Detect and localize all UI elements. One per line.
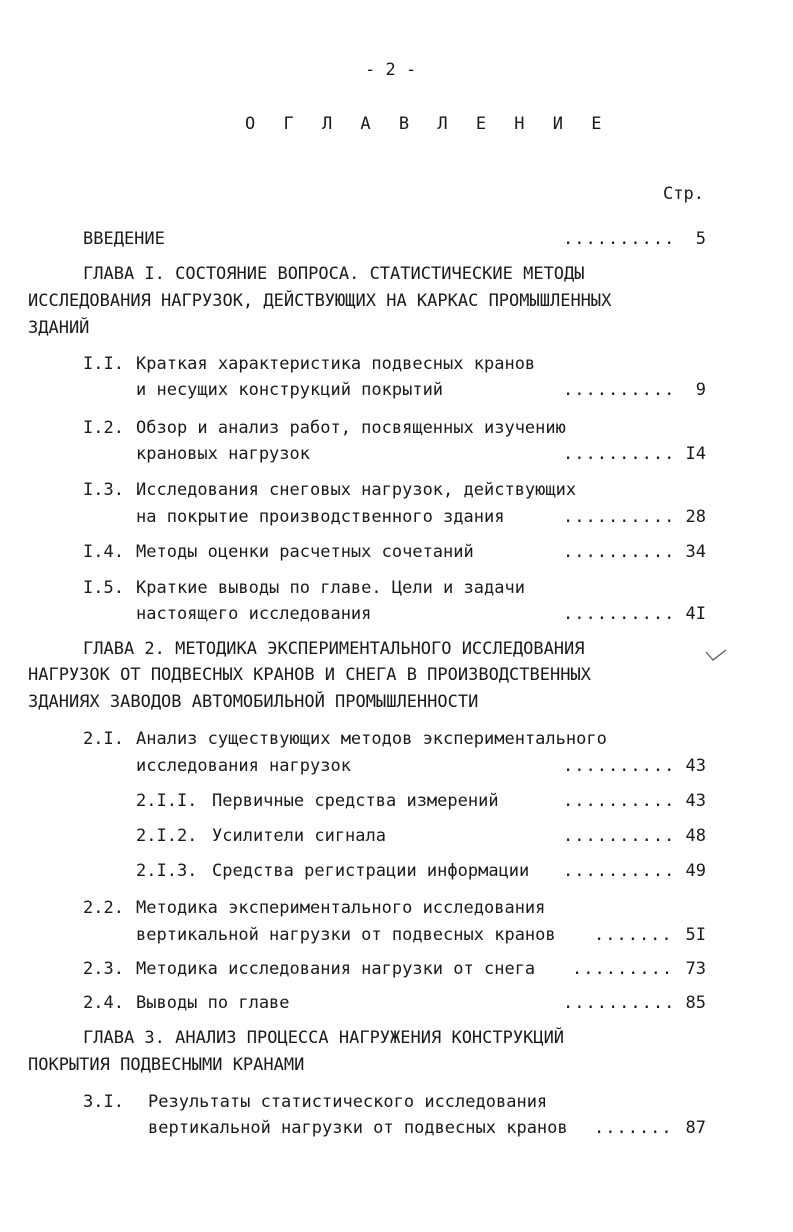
- toc-entry-number: 2.4.: [83, 993, 124, 1013]
- toc-entry-number: I.3.: [83, 480, 124, 500]
- toc-entry-title: Выводы по главе: [136, 993, 290, 1013]
- check-mark-icon: [704, 648, 728, 664]
- toc-subentry-page: 49: [685, 861, 706, 881]
- toc-subentry-title: Средства регистрации информации: [212, 861, 530, 881]
- toc-intro-dots: ..........: [563, 229, 676, 249]
- toc-entry-title: Методика исследования нагрузки от снега: [136, 959, 536, 979]
- toc-entry-title-cont: и несущих конструкций покрытий: [136, 380, 444, 400]
- chapter2-heading-line1: ГЛАВА 2. МЕТОДИКА ЭКСПЕРИМЕНТАЛЬНОГО ИССЛЕДОВАНИЯ: [83, 639, 585, 659]
- chapter2-heading-line3: ЗДАНИЯХ ЗАВОДОВ АВТОМОБИЛЬНОЙ ПРОМЫШЛЕННОСТИ: [28, 692, 479, 712]
- toc-entry-number: I.5.: [83, 578, 124, 598]
- toc-entry-page: I4: [685, 444, 706, 464]
- toc-entry-number: 2.3.: [83, 959, 124, 979]
- toc-entry-title: Результаты статистического исследования: [148, 1092, 548, 1112]
- toc-entry-page: 9: [695, 380, 706, 400]
- toc-entry-title: Анализ существующих методов экспериментального: [136, 729, 607, 749]
- toc-entry-page: 43: [685, 756, 706, 776]
- toc-entry-title-cont: исследования нагрузок: [136, 756, 351, 776]
- toc-subentry-number: 2.I.2.: [136, 826, 198, 846]
- chapter1-heading-line1: ГЛАВА I. СОСТОЯНИЕ ВОПРОСА. СТАТИСТИЧЕСКИЕ МЕТОДЫ: [83, 264, 585, 284]
- chapter2-heading-line2: НАГРУЗОК ОТ ПОДВЕСНЫХ КРАНОВ И СНЕГА В ПРОИЗВОДСТВЕННЫХ: [28, 665, 591, 685]
- toc-subentry-page: 43: [685, 791, 706, 811]
- toc-entry-title-cont: крановых нагрузок: [136, 444, 310, 464]
- toc-entry-dots: ..........: [563, 756, 676, 776]
- toc-entry-title-cont: на покрытие производственного здания: [136, 507, 505, 527]
- chapter3-heading-line2: ПОКРЫТИЯ ПОДВЕСНЫМИ КРАНАМИ: [28, 1055, 305, 1075]
- toc-entry-page: 28: [685, 507, 706, 527]
- toc-entry-page: 87: [685, 1118, 706, 1138]
- toc-entry-page: 73: [685, 959, 706, 979]
- toc-subentry-title: Усилители сигнала: [212, 826, 386, 846]
- page-column-label: Стр.: [663, 184, 704, 204]
- toc-entry-dots: .........: [572, 959, 674, 979]
- page-number: - 2 -: [365, 60, 417, 80]
- chapter3-heading-line1: ГЛАВА 3. АНАЛИЗ ПРОЦЕССА НАГРУЖЕНИЯ КОНСТРУКЦИЙ: [83, 1028, 565, 1048]
- toc-entry-dots: .......: [594, 1118, 673, 1138]
- toc-entry-dots: ..........: [563, 542, 676, 562]
- toc-entry-title: Исследования снеговых нагрузок, действующих: [136, 480, 577, 500]
- toc-entry-number: 3.I.: [83, 1092, 124, 1112]
- page-title: О Г Л А В Л Е Н И Е: [245, 114, 611, 134]
- toc-subentry-dots: ..........: [563, 791, 676, 811]
- toc-entry-title: Краткая характеристика подвесных кранов: [136, 354, 536, 374]
- toc-entry-number: 2.2.: [83, 898, 124, 918]
- toc-entry-page: 5I: [685, 925, 706, 945]
- toc-entry-dots: ..........: [563, 444, 676, 464]
- chapter1-heading-line2: ИССЛЕДОВАНИЯ НАГРУЗОК, ДЕЙСТВУЮЩИХ НА КАРКАС ПРОМЫШЛЕННЫХ: [28, 291, 612, 311]
- toc-subentry-dots: ..........: [563, 826, 676, 846]
- toc-entry-number: I.I.: [83, 354, 124, 374]
- toc-entry-title: Краткие выводы по главе. Цели и задачи: [136, 578, 525, 598]
- toc-entry-title: Обзор и анализ работ, посвященных изучению: [136, 418, 566, 438]
- toc-entry-dots: ..........: [563, 604, 676, 624]
- toc-entry-dots: ..........: [563, 993, 676, 1013]
- toc-entry-page: 34: [685, 542, 706, 562]
- toc-entry-title-cont: вертикальной нагрузки от подвесных кранов: [148, 1118, 568, 1138]
- toc-entry-number: 2.I.: [83, 729, 124, 749]
- chapter1-heading-line3: ЗДАНИЙ: [28, 318, 90, 338]
- toc-entry-page: 85: [685, 993, 706, 1013]
- toc-entry-title-cont: вертикальной нагрузки от подвесных кранов: [136, 925, 556, 945]
- toc-entry-title: Методика экспериментального исследования: [136, 898, 546, 918]
- toc-subentry-page: 48: [685, 826, 706, 846]
- toc-entry-title-cont: настоящего исследования: [136, 604, 372, 624]
- toc-entry-page: 4I: [685, 604, 706, 624]
- toc-entry-dots: .......: [594, 925, 673, 945]
- toc-subentry-dots: ..........: [563, 861, 676, 881]
- toc-entry-title: Методы оценки расчетных сочетаний: [136, 542, 474, 562]
- toc-subentry-number: 2.I.3.: [136, 861, 198, 881]
- toc-entry-dots: ..........: [563, 380, 676, 400]
- toc-intro-page: 5: [695, 229, 706, 249]
- toc-entry-number: I.4.: [83, 542, 124, 562]
- toc-entry-dots: ..........: [563, 507, 676, 527]
- toc-subentry-number: 2.I.I.: [136, 791, 198, 811]
- toc-entry-number: I.2.: [83, 418, 124, 438]
- toc-subentry-title: Первичные средства измерений: [212, 791, 499, 811]
- toc-intro-label: ВВЕДЕНИЕ: [83, 229, 165, 249]
